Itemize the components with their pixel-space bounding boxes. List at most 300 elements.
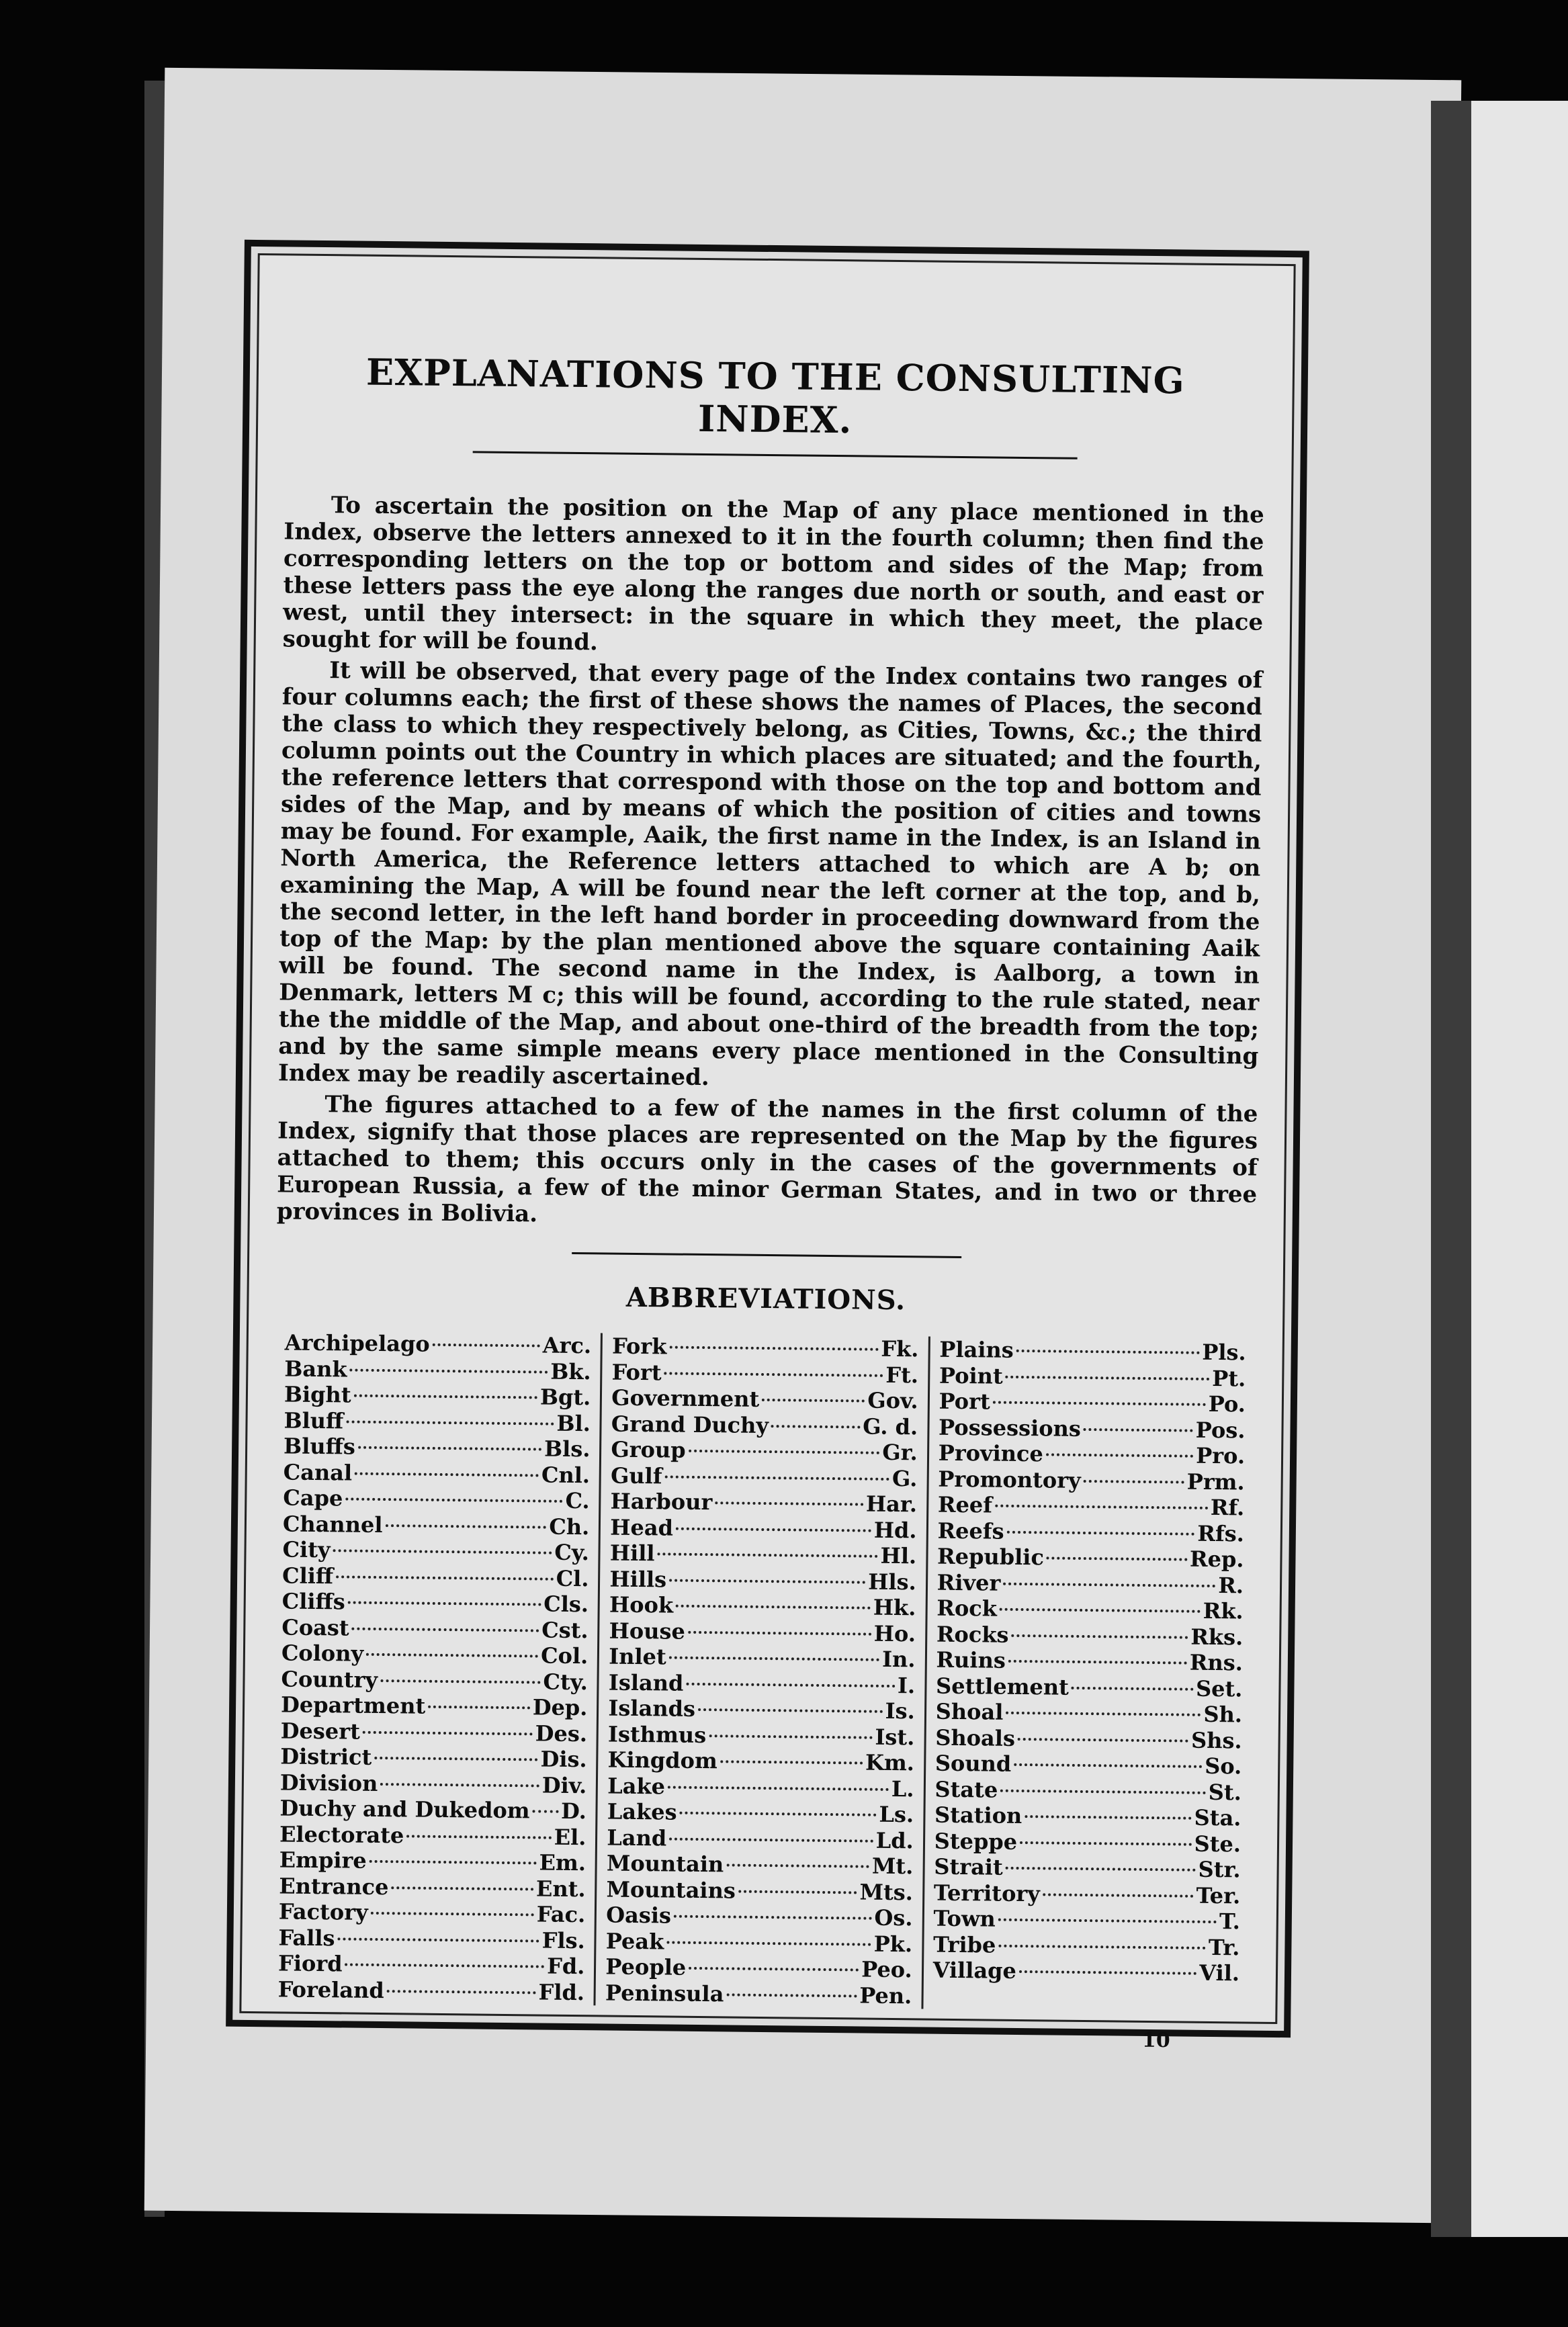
abbreviation-row [610, 1489, 917, 1518]
abbreviation-value: Vil. [1199, 1960, 1240, 1986]
abbreviation-term: Shoals [935, 1724, 1016, 1751]
dot-leader [1018, 1737, 1188, 1742]
abbreviation-term: Oasis [606, 1902, 672, 1929]
abbreviation-row [608, 1696, 915, 1724]
abbreviation-term: Division [279, 1769, 378, 1796]
abbreviation-value: Har. [865, 1491, 918, 1518]
dot-leader [1072, 1686, 1193, 1690]
dot-leader [720, 1760, 863, 1764]
abbreviation-value: I. [897, 1672, 916, 1698]
abbreviation-value: Bgt. [539, 1384, 591, 1411]
abbreviation-value: Fls. [541, 1927, 586, 1953]
abbreviation-row [933, 1931, 1240, 1960]
abbreviation-row [936, 1699, 1243, 1728]
abbreviation-row [937, 1621, 1244, 1650]
abbreviation-row [605, 1980, 912, 2009]
abbreviation-term: Plains [939, 1336, 1014, 1363]
abbreviation-row [281, 1666, 588, 1695]
abbreviation-value: Gov. [867, 1387, 918, 1414]
abbreviation-term: Province [938, 1440, 1044, 1467]
abbreviation-term: Strait [934, 1853, 1003, 1880]
explanation-paragraph: It will be observed, that every page of the Index contains two ranges of four columns each; the first of these shows the names of Places, the second the class to which they respectively belong, as Cities, Towns, &c.; the third column points out the Country in which places are situated; and the fourth, the reference letters that correspond with those on the top and bottom and sides of the Map, and by means of which the position of cities and towns may be found. For example, Aaik, the first name in the Index, is an Island in North America, the Reference letters attached to which are A b; on examining the Map, A will be found near the left corner at the top, and b, the second letter, in the left hand border in proceeding downward from the top of the Map: by the plan mentioned above the square containing Aaik will be found. The second name in the Index, is Aalborg, a town in Denmark, letters M c; this will be found, according to the rule stated, near the the middle of the Map, and about one-third of the breadth from the top; and by the same simple means every place mentioned in the Consulting Index may be readily ascertained. [277, 657, 1263, 1092]
abbreviation-value: El. [554, 1824, 586, 1850]
dot-leader [715, 1501, 863, 1505]
abbreviation-term: Isthmus [607, 1721, 707, 1748]
abbreviation-value: Col. [540, 1642, 589, 1669]
dot-leader [680, 1812, 877, 1816]
dot-leader [352, 1627, 539, 1632]
abbreviation-row [933, 1958, 1240, 1986]
dot-leader [688, 1630, 871, 1635]
abbreviation-term: Island [608, 1669, 684, 1696]
abbreviation-term: Canal [283, 1458, 353, 1486]
dot-leader [1020, 1841, 1192, 1845]
abbreviation-row [934, 1854, 1241, 1883]
facing-page-edge [1471, 101, 1568, 2237]
abbreviation-term: Falls [278, 1924, 335, 1951]
abbreviation-term: Kingdom [607, 1747, 718, 1774]
dot-leader [1006, 1712, 1201, 1716]
abbreviation-term: City [282, 1536, 331, 1563]
abbreviation-term: Factory [278, 1898, 368, 1925]
abbreviations-column [268, 1329, 601, 2005]
dot-leader [428, 1706, 530, 1710]
abbreviation-value: Gr. [882, 1439, 918, 1466]
abbreviation-value: Rk. [1203, 1597, 1244, 1624]
abbreviation-value: Ho. [873, 1620, 916, 1647]
abbreviation-term: Channel [282, 1510, 383, 1538]
abbreviation-value: Os. [874, 1904, 913, 1931]
abbreviation-term: Colony [281, 1640, 364, 1667]
dot-leader [762, 1399, 865, 1403]
dot-leader [354, 1395, 537, 1399]
dot-leader [380, 1783, 539, 1787]
abbreviation-value: C. [565, 1487, 590, 1514]
abbreviation-value: Tr. [1208, 1934, 1240, 1960]
abbreviation-term: Reef [937, 1491, 993, 1518]
dot-leader [669, 1346, 878, 1350]
dot-leader [1006, 1867, 1196, 1872]
abbreviation-term: Foreland [277, 1976, 384, 2003]
abbreviation-row [283, 1485, 590, 1513]
abbreviation-row [608, 1721, 915, 1750]
abbreviation-term: Point [939, 1362, 1003, 1389]
abbreviation-row [937, 1518, 1244, 1546]
abbreviation-row [935, 1751, 1242, 1780]
abbreviation-term: Bluff [284, 1407, 344, 1434]
dot-leader [355, 1472, 539, 1477]
abbreviation-value: Is. [885, 1698, 915, 1724]
abbreviation-value: Mt. [871, 1853, 914, 1880]
dot-leader [726, 1993, 857, 1997]
abbreviation-value: Hls. [868, 1569, 916, 1595]
abbreviation-term: Reefs [937, 1518, 1004, 1544]
abbreviation-row [607, 1799, 914, 1828]
abbreviation-value: St. [1208, 1779, 1242, 1805]
abbreviation-value: Rf. [1210, 1494, 1245, 1521]
dot-leader [689, 1450, 880, 1454]
abbreviation-term: People [605, 1953, 687, 1980]
abbreviation-value: Fk. [881, 1335, 919, 1362]
abbreviation-row [935, 1724, 1242, 1753]
abbreviation-term: Rocks [936, 1621, 1009, 1648]
abbreviation-value: Em. [539, 1849, 586, 1876]
abbreviation-term: Peninsula [605, 1980, 724, 2007]
abbreviation-row [934, 1880, 1241, 1908]
abbreviation-term: Lake [607, 1773, 666, 1799]
dot-leader [366, 1653, 538, 1658]
dot-leader [336, 1575, 554, 1580]
abbreviation-row [606, 1928, 913, 1957]
abbreviation-value: Dep. [532, 1694, 588, 1721]
dot-leader [665, 1475, 890, 1481]
abbreviation-term: Republic [937, 1543, 1045, 1571]
abbreviation-term: Territory [933, 1880, 1041, 1906]
abbreviation-row [609, 1566, 916, 1595]
abbreviation-row [610, 1514, 917, 1543]
dot-leader [391, 1886, 533, 1890]
abbreviation-value: Dis. [540, 1746, 587, 1773]
page-border-frame [226, 240, 1309, 2037]
abbreviation-value: Ter. [1196, 1882, 1241, 1908]
abbreviation-value: Bk. [550, 1358, 591, 1385]
abbreviation-row [606, 1902, 913, 1931]
abbreviation-row [938, 1466, 1245, 1495]
abbreviation-term: Cliff [281, 1562, 334, 1589]
abbreviation-term: Bluffs [283, 1433, 356, 1460]
abbreviation-term: Fork [611, 1333, 667, 1360]
abbreviation-value: Fac. [536, 1901, 586, 1928]
abbreviation-value: Shs. [1190, 1727, 1242, 1753]
abbreviation-term: Head [610, 1514, 674, 1541]
dot-leader [387, 1990, 536, 1994]
abbreviation-term: Promontory [938, 1466, 1081, 1493]
dot-leader [709, 1735, 872, 1739]
abbreviation-row [939, 1440, 1246, 1469]
abbreviation-value: Rns. [1189, 1649, 1244, 1676]
abbreviation-row [284, 1407, 591, 1436]
abbreviation-term: Town [933, 1905, 996, 1932]
dot-leader [348, 1601, 541, 1606]
abbreviation-value: Des. [535, 1720, 588, 1747]
page-number: 10 [1141, 2028, 1170, 2053]
abbreviation-term: Islands [608, 1695, 696, 1722]
dot-leader [669, 1837, 873, 1842]
dot-leader [1046, 1453, 1193, 1457]
abbreviation-term: Hill [609, 1540, 655, 1567]
dot-leader [676, 1605, 871, 1610]
dot-leader [385, 1524, 546, 1529]
abbreviation-term: Rock [937, 1595, 998, 1622]
dot-leader [1003, 1582, 1215, 1587]
abbreviation-value: Prm. [1186, 1468, 1245, 1495]
dot-leader [338, 1937, 539, 1942]
abbreviation-row [937, 1544, 1244, 1573]
abbreviation-term: Port [939, 1388, 990, 1415]
dot-leader [666, 1941, 871, 1945]
abbreviation-row [611, 1411, 918, 1440]
dot-leader [406, 1835, 551, 1839]
dot-leader [1000, 1789, 1206, 1794]
dot-leader [1014, 1763, 1202, 1768]
abbreviation-value: Pro. [1196, 1442, 1246, 1469]
abbreviation-row [279, 1898, 586, 1927]
dot-leader [669, 1579, 865, 1583]
abbreviation-row [282, 1563, 589, 1591]
dot-leader [674, 1915, 872, 1920]
abbreviation-value: Ste. [1194, 1831, 1242, 1857]
abbreviation-value: Bls. [543, 1436, 591, 1462]
dot-leader [738, 1890, 857, 1894]
dot-leader [433, 1344, 540, 1348]
abbreviation-value: R. [1218, 1572, 1244, 1598]
abbreviation-row [939, 1362, 1246, 1391]
abbreviation-value: Div. [541, 1772, 587, 1798]
abbreviation-row [609, 1618, 916, 1647]
abbreviation-term: Hook [609, 1591, 674, 1618]
dot-leader [1000, 1608, 1201, 1613]
abbreviation-term: Group [611, 1436, 686, 1463]
abbreviation-term: Hills [609, 1566, 667, 1592]
abbreviation-value: Pls. [1202, 1339, 1246, 1366]
abbreviation-term: Steppe [934, 1828, 1018, 1855]
abbreviation-value: G. d. [862, 1413, 918, 1440]
abbreviation-row [284, 1381, 591, 1410]
abbreviation-term: Tribe [932, 1931, 996, 1958]
abbreviation-row [609, 1644, 916, 1673]
abbreviation-row [284, 1356, 591, 1385]
dot-leader [998, 1944, 1206, 1949]
abbreviation-term: Grand Duchy [611, 1411, 769, 1438]
abbreviation-value: Cnl. [541, 1462, 591, 1488]
abbreviation-row [285, 1329, 592, 1358]
abbreviation-value: Arc. [542, 1332, 592, 1359]
abbreviations-column [594, 1333, 928, 2009]
abbreviation-value: So. [1205, 1753, 1242, 1780]
abbreviation-value: L. [891, 1775, 914, 1802]
abbreviation-row [281, 1614, 589, 1643]
dot-leader [346, 1420, 554, 1425]
abbreviation-value: Sta. [1194, 1804, 1242, 1831]
dot-leader [995, 1505, 1208, 1509]
dot-leader [993, 1401, 1206, 1406]
dot-leader [1007, 1530, 1195, 1535]
abbreviation-row [277, 1976, 584, 2005]
abbreviation-value: Pk. [873, 1931, 913, 1957]
abbreviation-row [282, 1536, 589, 1565]
abbreviation-term: Gulf [610, 1462, 662, 1489]
abbreviation-row [611, 1359, 918, 1388]
dot-leader [771, 1425, 860, 1428]
abbreviation-term: Duchy and Dukedom [279, 1795, 530, 1824]
abbreviation-term: Inlet [609, 1643, 666, 1670]
abbreviation-value: D. [560, 1798, 587, 1825]
abbreviation-term: Sound [934, 1750, 1012, 1777]
explanation-paragraph: To ascertain the position on the Map of any place mentioned in the Index, observe the letters annexed to it in the fourth column; then find the corresponding letters on the top or bottom and sides of the Map; from these letters pass the eye along the ranges due north or south, and east or west, until they intersect: in the square in which they meet, the place sought for will be found. [282, 492, 1264, 656]
dot-leader [998, 1919, 1217, 1923]
abbreviation-row [283, 1511, 590, 1540]
page-title: EXPLANATIONS TO THE CONSULTING INDEX. [365, 350, 1185, 442]
abbreviation-row [610, 1540, 917, 1569]
abbreviation-term: Electorate [279, 1820, 404, 1848]
abbreviation-value: Pos. [1195, 1417, 1246, 1443]
abbreviation-row [937, 1569, 1244, 1598]
abbreviation-row [938, 1492, 1245, 1521]
abbreviation-term: Government [611, 1385, 760, 1412]
dot-leader [698, 1708, 883, 1713]
abbreviation-row [607, 1773, 914, 1802]
abbreviation-term: Empire [279, 1847, 367, 1874]
title-divider [472, 451, 1077, 459]
abbreviation-term: Bight [284, 1381, 351, 1408]
abbreviation-term: Ruins [936, 1647, 1006, 1673]
abbreviations-heading: ABBREVIATIONS. [625, 1281, 906, 1317]
abbreviation-row [937, 1595, 1244, 1624]
abbreviation-row [939, 1389, 1246, 1417]
abbreviation-value: Ls. [879, 1801, 914, 1828]
dot-leader [374, 1757, 537, 1761]
abbreviation-value: Cst. [541, 1617, 589, 1643]
abbreviation-term: Station [934, 1802, 1022, 1829]
abbreviation-term: Settlement [935, 1673, 1070, 1700]
abbreviation-value: Ent. [535, 1875, 586, 1902]
abbreviation-row [934, 1802, 1242, 1831]
abbreviation-row [611, 1385, 918, 1414]
abbreviation-row [607, 1851, 914, 1880]
abbreviation-row [280, 1743, 587, 1772]
abbreviation-value: Sh. [1203, 1701, 1243, 1728]
dot-leader [533, 1810, 558, 1812]
dot-leader [668, 1786, 889, 1790]
abbreviation-value: Str. [1198, 1856, 1241, 1883]
abbreviation-value: Fld. [538, 1979, 585, 2005]
dot-leader [676, 1527, 871, 1532]
abbreviations-table [268, 1329, 1255, 2012]
abbreviation-row [609, 1592, 916, 1621]
abbreviation-row [934, 1828, 1242, 1857]
dot-leader [345, 1497, 562, 1502]
dot-leader [1025, 1815, 1191, 1820]
abbreviation-value: Cls. [543, 1591, 589, 1618]
abbreviation-value: Cl. [556, 1565, 589, 1591]
abbreviation-value: Pt. [1212, 1365, 1246, 1391]
abbreviation-term: District [280, 1743, 372, 1770]
dot-leader [345, 1963, 545, 1968]
abbreviation-term: Mountain [606, 1850, 724, 1878]
abbreviation-term: Shoal [935, 1698, 1004, 1725]
abbreviation-row [607, 1747, 914, 1776]
abbreviation-value: Rks. [1190, 1624, 1244, 1650]
abbreviation-value: In. [881, 1646, 916, 1673]
abbreviation-value: Ld. [875, 1827, 914, 1853]
abbreviation-value: Hk. [873, 1594, 916, 1621]
abbreviation-row [936, 1647, 1243, 1676]
abbreviation-row [606, 1876, 913, 1905]
abbreviation-term: Fiord [277, 1950, 343, 1977]
abbreviation-term: Harbour [610, 1488, 713, 1516]
page-content [239, 253, 1295, 2024]
abbreviation-row [278, 1925, 585, 1953]
abbreviation-row [611, 1437, 918, 1466]
dot-leader [1047, 1556, 1187, 1561]
dot-leader [1043, 1893, 1194, 1897]
abbreviation-value: Cty. [543, 1669, 589, 1695]
dot-leader [380, 1679, 540, 1683]
abbreviation-value: Po. [1208, 1391, 1246, 1417]
abbreviation-row [279, 1795, 586, 1824]
abbreviation-row [279, 1821, 586, 1850]
abbreviation-row [934, 1776, 1242, 1805]
dot-leader [669, 1657, 879, 1661]
explanation-paragraph: The figures attached to a few of the names in the first column of the Index, signify that those places are represented on the Map by the figures attached to them; this occurs only in the cases of the governments of European Russia, a few of the minor German States, and in two or three provinces in Bolivia. [276, 1091, 1258, 1228]
abbreviation-row [607, 1825, 914, 1853]
abbreviation-row [281, 1692, 588, 1720]
abbreviation-value: Ft. [885, 1362, 919, 1388]
dot-leader [1016, 1350, 1200, 1354]
dot-leader [1008, 1660, 1187, 1665]
abbreviation-row [939, 1337, 1246, 1366]
abbreviation-row [611, 1462, 918, 1491]
abbreviation-value: Fd. [546, 1953, 585, 1980]
dot-leader [371, 1912, 534, 1917]
abbreviation-term: Peak [605, 1928, 664, 1954]
dot-leader [686, 1682, 895, 1687]
dot-leader [1084, 1479, 1184, 1483]
abbreviation-value: Peo. [861, 1956, 912, 1983]
abbreviation-term: Country [281, 1665, 378, 1693]
abbreviation-value: Ist. [875, 1724, 915, 1750]
abbreviation-row [284, 1459, 591, 1488]
abbreviation-value: Pen. [859, 1982, 912, 2009]
abbreviation-row [939, 1414, 1246, 1443]
abbreviation-row [281, 1718, 588, 1747]
abbreviation-row [612, 1333, 919, 1362]
abbreviation-term: House [609, 1618, 686, 1644]
abbreviation-term: Land [607, 1825, 667, 1851]
dot-leader [358, 1446, 541, 1451]
abbreviation-term: River [937, 1569, 1001, 1596]
abbreviation-term: Cape [283, 1485, 343, 1511]
abbreviation-term: Coast [281, 1614, 349, 1641]
dot-leader [1012, 1634, 1188, 1638]
dot-leader [333, 1549, 552, 1554]
abbreviation-value: Ch. [549, 1513, 590, 1540]
abbreviation-value: Rep. [1189, 1546, 1244, 1573]
abbreviation-row [281, 1640, 589, 1669]
abbreviation-term: Cliffs [281, 1588, 346, 1615]
abbreviation-row [280, 1769, 587, 1798]
dot-leader [350, 1368, 548, 1373]
abbreviation-value: Rfs. [1197, 1520, 1245, 1546]
abbreviation-term: Fort [611, 1359, 662, 1385]
abbreviation-row [605, 1954, 912, 1983]
abbreviation-term: Department [280, 1692, 426, 1719]
abbreviation-term: State [934, 1776, 998, 1803]
dot-leader [658, 1552, 878, 1557]
abbreviation-value: Bl. [556, 1410, 591, 1436]
abbreviation-term: Village [932, 1957, 1017, 1984]
abbreviation-term: Entrance [279, 1872, 389, 1900]
abbreviation-row [609, 1669, 916, 1698]
abbreviation-row [284, 1433, 591, 1462]
dot-leader [1019, 1970, 1196, 1975]
abbreviation-value: Cy. [554, 1539, 590, 1566]
abbreviation-term: Mountains [606, 1876, 736, 1904]
abbreviation-term: Archipelago [284, 1329, 430, 1357]
abbreviation-value: Hd. [873, 1517, 917, 1543]
abbreviation-row [933, 1906, 1240, 1935]
abbreviation-row [282, 1588, 589, 1617]
